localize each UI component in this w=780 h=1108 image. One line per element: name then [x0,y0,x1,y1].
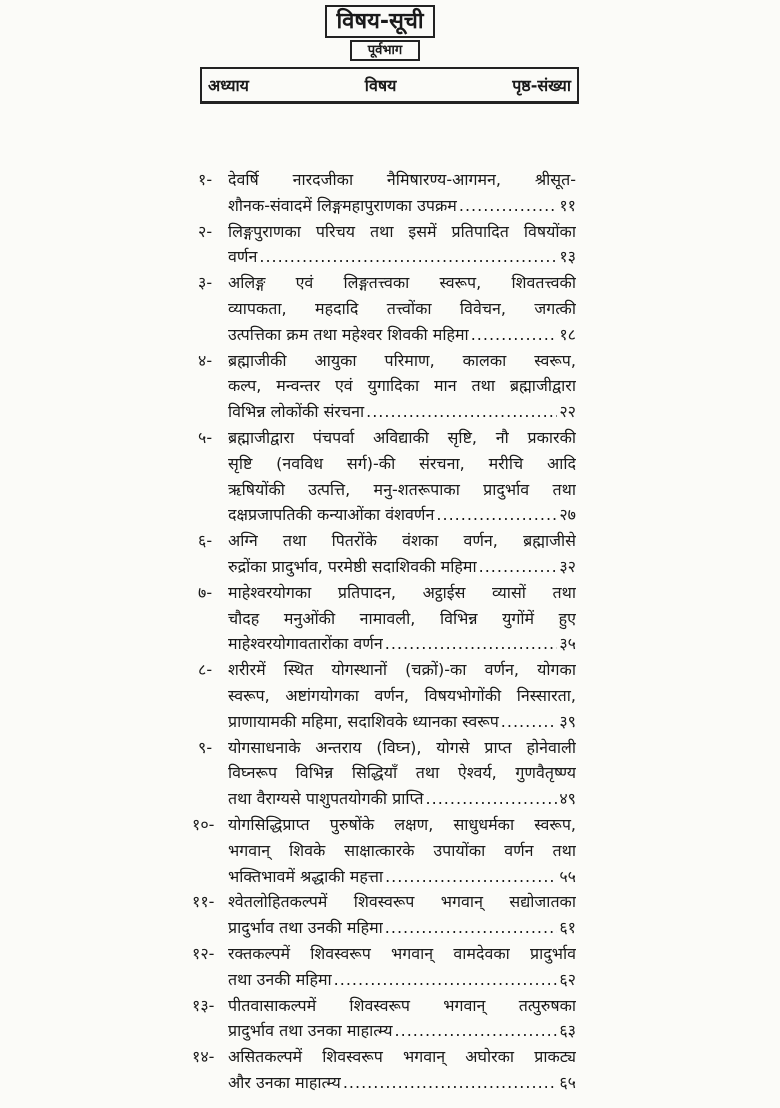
toc-entry [198,270,576,347]
entry-text-line: असितकल्पमें शिवस्वरूप भगवान् अघोरका प्राकट्य [228,1047,576,1067]
dot-leader [343,1070,558,1096]
toc-list [192,167,576,1096]
chapter-number: ९- [198,737,213,757]
entry-text-line: माहेश्वरयोगका प्रतिपादन, अट्ठाईस व्यासों तथा [228,582,576,602]
toc-entry [192,889,576,941]
page-number: २२ [559,402,576,422]
page-number: ५५ [559,866,576,886]
page-number: ३९ [559,711,576,731]
entry-text-line: तथा उनकी महिमा [228,969,332,989]
header-chapter: अध्याय [208,76,249,95]
page-number: ११ [559,195,576,215]
page-number: १३ [559,247,576,267]
page-number: १८ [559,324,576,344]
dot-leader [259,244,557,270]
page-number: ६२ [559,969,576,989]
dot-leader [385,915,558,941]
dot-leader [471,322,558,348]
entry-text-line: शौनक-संवादमें लिङ्गमहापुराणका उपक्रम [228,195,457,215]
entry-text-line: भक्तिभावमें श्रद्धाकी महत्ता [228,866,384,886]
entry-last-line [228,1070,576,1096]
toc-entry [192,812,576,889]
entry-last-line [228,709,576,735]
toc-entry [198,528,576,580]
entry-text-line: स्वरूप, अष्टांगयोगका वर्णन, विषयभोगोंकी निस्सारता, [228,685,576,705]
toc-entry [198,657,576,734]
chapter-number: ३- [198,273,213,293]
toc-entry [192,993,576,1045]
entry-text-line: कल्प, मन्वन्तर एवं युगादिका मान तथा ब्रह्माजीद्वारा [228,376,576,396]
chapter-number: ४- [198,350,213,370]
entry-last-line [228,1018,576,1044]
entry-text-line: शरीरमें स्थित योगस्थानों (चक्रों)-का वर्णन, योगका [228,660,576,680]
toc-entry [198,167,576,219]
page-title: विषय-सूची [325,5,435,38]
entry-text-line: चौदह मनुओंकी नामावली, विभिन्न युगोंमें हुए [228,608,576,628]
entry-text-line: भगवान् शिवके साक्षात्कारके उपायोंका वर्णन तथा [228,840,576,860]
entry-text-line: उत्पत्तिका क्रम तथा महेश्वर शिवकी महिमा [228,324,469,344]
header-subject: विषय [364,76,397,95]
entry-text-line: रुद्रोंका प्रादुर्भाव, परमेष्ठी सदाशिवकी महिमा [228,556,477,576]
entry-text-line: योगसाधनाके अन्तराय (विघ्न), योगसे प्राप्त होनेवाली [228,737,576,757]
entry-text-line: प्रादुर्भाव तथा उनका माहात्म्य [228,1021,393,1041]
chapter-number: ११- [192,892,215,912]
entry-text-line: विघ्नरूप विभिन्न सिद्धियाँ तथा ऐश्वर्य, गुणवैतृष्ण्य [228,763,576,783]
entry-last-line [228,193,576,219]
chapter-number: ७- [198,582,213,602]
entry-text-line: श्वेतलोहितकल्पमें शिवस्वरूप भगवान् सद्योजातका [228,892,576,912]
dot-leader [395,1018,558,1044]
entry-text-line: अग्नि तथा पितरोंके वंशका वर्णन, ब्रह्माजीसे [228,531,576,551]
dot-leader [385,864,557,890]
chapter-number: १३- [192,995,215,1015]
entry-text-line: विभिन्न लोकोंकी संरचना [228,402,365,422]
entry-last-line [228,554,576,580]
dot-leader [385,631,558,657]
page-number: ६१ [559,918,576,938]
chapter-number: १०- [192,814,215,834]
page-number: ४९ [559,789,576,809]
section-subtitle: पूर्वभाग [350,40,420,61]
dot-leader [436,502,557,528]
dot-leader [334,967,558,993]
page-number: २७ [559,505,576,525]
entry-text-line: वर्णन [228,247,258,267]
dot-leader [479,554,558,580]
chapter-number: ५- [198,427,213,447]
entry-text-line: ऋषियोंकी उत्पत्ति, मनु-शतरूपाका प्रादुर्भाव तथा [228,479,576,499]
toc-entry [198,219,576,271]
page-number: ६३ [559,1021,576,1041]
toc-entry [192,941,576,993]
entry-text-line: और उनका माहात्म्य [228,1072,341,1092]
dot-leader [366,399,557,425]
entry-text-line: पीतवासाकल्पमें शिवस्वरूप भगवान् तत्पुरुषका [228,995,576,1015]
toc-entry [192,1044,576,1096]
entry-text-line: अलिङ्ग एवं लिङ्गतत्त्वका स्वरूप, शिवतत्त्वकी [228,273,576,293]
page-number: ६५ [559,1072,576,1092]
entry-text-line: सृष्टि (नवविध सर्ग)-की संरचना, मरीचि आदि [228,453,576,473]
chapter-number: २- [198,221,213,241]
entry-text-line: व्यापकता, महदादि तत्त्वोंका विवेचन, जगत्की [228,298,576,318]
entry-text-line: दक्षप्रजापतिकी कन्याओंका वंशवर्णन [228,505,435,525]
entry-text-line: ब्रह्माजीकी आयुका परिमाण, कालका स्वरूप, [228,350,576,370]
chapter-number: १- [198,170,213,189]
entry-last-line [228,244,576,270]
dot-leader [501,709,558,735]
chapter-number: १४- [192,1047,215,1067]
entry-text-line: देवर्षि नारदजीका नैमिषारण्य-आगमन, श्रीसूत- [228,170,576,189]
toc-header [200,67,579,104]
entry-last-line [228,631,576,657]
entry-text-line: तथा वैराग्यसे पाशुपतयोगकी प्राप्ति [228,789,424,809]
entry-last-line [228,322,576,348]
entry-text-line: माहेश्वरयोगावतारोंका वर्णन [228,634,383,654]
chapter-number: ६- [198,531,213,551]
dot-leader [426,786,558,812]
toc-entry [198,580,576,657]
entry-text-line: ब्रह्माजीद्वारा पंचपर्वा अविद्याकी सृष्टि, नौ प्रकारकी [228,427,576,447]
toc-entry [198,735,576,812]
entry-text-line: रक्तकल्पमें शिवस्वरूप भगवान् वामदेवका प्रादुर्भाव [228,943,576,963]
entry-last-line [228,786,576,812]
entry-last-line [228,502,576,528]
toc-entry [198,348,576,425]
entry-last-line [228,399,576,425]
entry-text-line: प्राणायामकी महिमा, सदाशिवके ध्यानका स्वरूप [228,711,499,731]
page-number: ३५ [559,634,576,654]
page-number: ३२ [559,556,576,576]
entry-text-line: प्रादुर्भाव तथा उनकी महिमा [228,918,383,938]
entry-last-line [228,967,576,993]
chapter-number: ८- [198,660,213,680]
entry-last-line [228,864,576,890]
entry-text-line: योगसिद्धिप्राप्त पुरुषोंके लक्षण, साधुधर्मका स्वरूप, [228,814,576,834]
entry-last-line [228,915,576,941]
dot-leader [459,193,557,219]
toc-entry [198,425,576,528]
chapter-number: १२- [192,943,215,963]
entry-text-line: लिङ्गपुराणका परिचय तथा इसमें प्रतिपादित विषयोंका [228,221,576,241]
header-page: पृष्ठ-संख्या [512,76,571,95]
